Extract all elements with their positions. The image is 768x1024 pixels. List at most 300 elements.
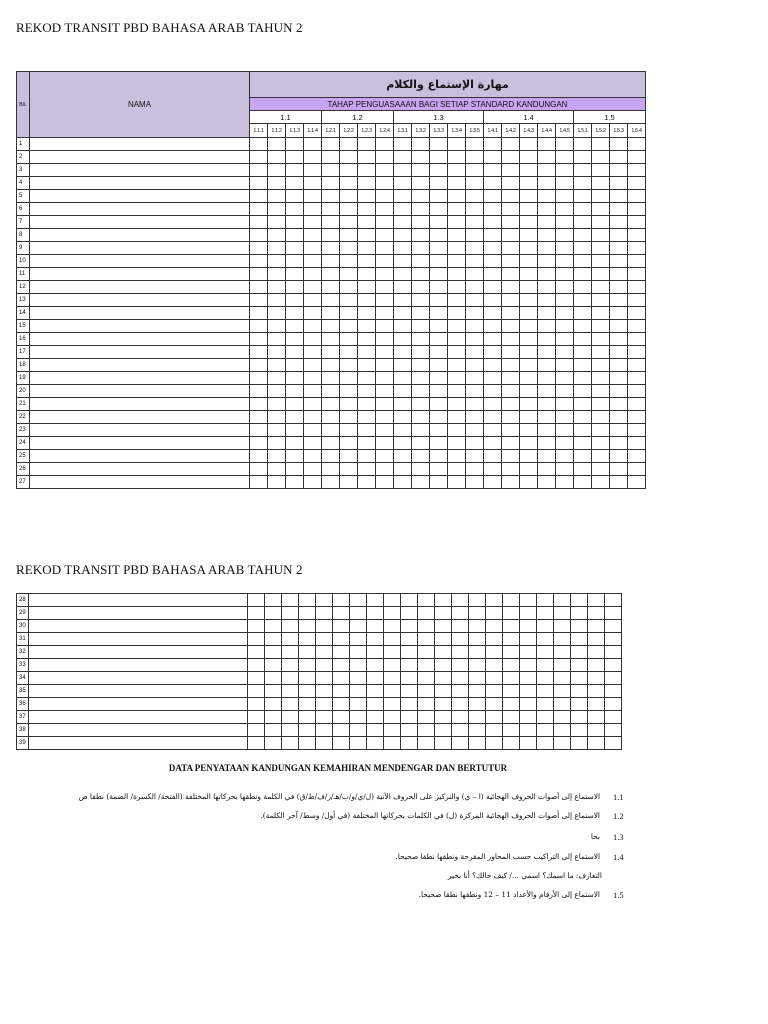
mastery-level-cell[interactable] [250,450,268,463]
mastery-level-cell[interactable] [282,698,299,711]
mastery-level-cell[interactable] [358,294,376,307]
mastery-level-cell[interactable] [282,685,299,698]
mastery-level-cell[interactable] [448,268,466,281]
mastery-level-cell[interactable] [250,398,268,411]
mastery-level-cell[interactable] [628,385,646,398]
mastery-level-cell[interactable] [268,372,286,385]
mastery-level-cell[interactable] [376,294,394,307]
mastery-level-cell[interactable] [605,633,622,646]
mastery-level-cell[interactable] [520,476,538,489]
mastery-level-cell[interactable] [452,737,469,750]
mastery-level-cell[interactable] [412,424,430,437]
mastery-level-cell[interactable] [469,620,486,633]
mastery-level-cell[interactable] [286,359,304,372]
mastery-level-cell[interactable] [574,242,592,255]
mastery-level-cell[interactable] [322,229,340,242]
mastery-level-cell[interactable] [430,229,448,242]
student-name-cell[interactable] [30,463,250,476]
mastery-level-cell[interactable] [484,177,502,190]
mastery-level-cell[interactable] [448,346,466,359]
mastery-level-cell[interactable] [520,698,537,711]
mastery-level-cell[interactable] [340,177,358,190]
mastery-level-cell[interactable] [333,646,350,659]
mastery-level-cell[interactable] [430,346,448,359]
mastery-level-cell[interactable] [469,737,486,750]
mastery-level-cell[interactable] [412,385,430,398]
mastery-level-cell[interactable] [367,711,384,724]
mastery-level-cell[interactable] [520,216,538,229]
mastery-level-cell[interactable] [520,672,537,685]
mastery-level-cell[interactable] [358,190,376,203]
mastery-level-cell[interactable] [486,594,503,607]
mastery-level-cell[interactable] [592,437,610,450]
mastery-level-cell[interactable] [394,242,412,255]
mastery-level-cell[interactable] [430,307,448,320]
mastery-level-cell[interactable] [502,255,520,268]
mastery-level-cell[interactable] [554,685,571,698]
mastery-level-cell[interactable] [469,724,486,737]
mastery-level-cell[interactable] [592,424,610,437]
mastery-level-cell[interactable] [322,151,340,164]
mastery-level-cell[interactable] [316,607,333,620]
mastery-level-cell[interactable] [350,698,367,711]
mastery-level-cell[interactable] [554,646,571,659]
mastery-level-cell[interactable] [520,320,538,333]
mastery-level-cell[interactable] [520,711,537,724]
mastery-level-cell[interactable] [268,281,286,294]
mastery-level-cell[interactable] [588,607,605,620]
mastery-level-cell[interactable] [282,594,299,607]
mastery-level-cell[interactable] [520,685,537,698]
mastery-level-cell[interactable] [340,268,358,281]
mastery-level-cell[interactable] [610,177,628,190]
mastery-level-cell[interactable] [286,151,304,164]
mastery-level-cell[interactable] [340,372,358,385]
mastery-level-cell[interactable] [538,450,556,463]
mastery-level-cell[interactable] [448,255,466,268]
mastery-level-cell[interactable] [394,450,412,463]
mastery-level-cell[interactable] [316,594,333,607]
mastery-level-cell[interactable] [376,229,394,242]
mastery-level-cell[interactable] [430,294,448,307]
mastery-level-cell[interactable] [367,620,384,633]
mastery-level-cell[interactable] [268,229,286,242]
mastery-level-cell[interactable] [384,672,401,685]
mastery-level-cell[interactable] [322,216,340,229]
student-name-cell[interactable] [30,398,250,411]
mastery-level-cell[interactable] [358,281,376,294]
mastery-level-cell[interactable] [605,711,622,724]
mastery-level-cell[interactable] [556,216,574,229]
mastery-level-cell[interactable] [574,333,592,346]
mastery-level-cell[interactable] [430,216,448,229]
mastery-level-cell[interactable] [556,229,574,242]
mastery-level-cell[interactable] [448,463,466,476]
mastery-level-cell[interactable] [520,229,538,242]
mastery-level-cell[interactable] [268,359,286,372]
mastery-level-cell[interactable] [452,620,469,633]
mastery-level-cell[interactable] [304,450,322,463]
mastery-level-cell[interactable] [448,242,466,255]
mastery-level-cell[interactable] [538,398,556,411]
mastery-level-cell[interactable] [502,216,520,229]
mastery-level-cell[interactable] [265,594,282,607]
mastery-level-cell[interactable] [628,346,646,359]
mastery-level-cell[interactable] [282,724,299,737]
mastery-level-cell[interactable] [448,411,466,424]
mastery-level-cell[interactable] [486,646,503,659]
mastery-level-cell[interactable] [340,281,358,294]
mastery-level-cell[interactable] [418,659,435,672]
mastery-level-cell[interactable] [340,138,358,151]
mastery-level-cell[interactable] [466,359,484,372]
mastery-level-cell[interactable] [350,633,367,646]
mastery-level-cell[interactable] [610,463,628,476]
mastery-level-cell[interactable] [610,476,628,489]
mastery-level-cell[interactable] [394,411,412,424]
mastery-level-cell[interactable] [268,203,286,216]
mastery-level-cell[interactable] [384,594,401,607]
mastery-level-cell[interactable] [466,229,484,242]
mastery-level-cell[interactable] [469,646,486,659]
mastery-level-cell[interactable] [538,476,556,489]
mastery-level-cell[interactable] [571,607,588,620]
mastery-level-cell[interactable] [250,476,268,489]
mastery-level-cell[interactable] [574,476,592,489]
mastery-level-cell[interactable] [592,151,610,164]
mastery-level-cell[interactable] [448,164,466,177]
mastery-level-cell[interactable] [322,424,340,437]
mastery-level-cell[interactable] [376,450,394,463]
mastery-level-cell[interactable] [484,216,502,229]
mastery-level-cell[interactable] [340,255,358,268]
mastery-level-cell[interactable] [299,594,316,607]
mastery-level-cell[interactable] [304,346,322,359]
student-name-cell[interactable] [29,724,248,737]
student-name-cell[interactable] [29,737,248,750]
mastery-level-cell[interactable] [628,216,646,229]
mastery-level-cell[interactable] [401,607,418,620]
mastery-level-cell[interactable] [412,476,430,489]
mastery-level-cell[interactable] [520,255,538,268]
mastery-level-cell[interactable] [394,476,412,489]
mastery-level-cell[interactable] [340,320,358,333]
mastery-level-cell[interactable] [571,685,588,698]
mastery-level-cell[interactable] [520,372,538,385]
mastery-level-cell[interactable] [452,659,469,672]
mastery-level-cell[interactable] [412,411,430,424]
mastery-level-cell[interactable] [265,737,282,750]
mastery-level-cell[interactable] [250,437,268,450]
mastery-level-cell[interactable] [537,620,554,633]
mastery-level-cell[interactable] [316,633,333,646]
mastery-level-cell[interactable] [322,307,340,320]
mastery-level-cell[interactable] [556,372,574,385]
mastery-level-cell[interactable] [367,607,384,620]
mastery-level-cell[interactable] [333,711,350,724]
mastery-level-cell[interactable] [571,646,588,659]
mastery-level-cell[interactable] [358,242,376,255]
mastery-level-cell[interactable] [340,164,358,177]
mastery-level-cell[interactable] [304,164,322,177]
mastery-level-cell[interactable] [628,229,646,242]
mastery-level-cell[interactable] [605,607,622,620]
mastery-level-cell[interactable] [466,203,484,216]
mastery-level-cell[interactable] [610,203,628,216]
mastery-level-cell[interactable] [268,242,286,255]
mastery-level-cell[interactable] [394,177,412,190]
mastery-level-cell[interactable] [628,437,646,450]
mastery-level-cell[interactable] [588,711,605,724]
mastery-level-cell[interactable] [574,398,592,411]
mastery-level-cell[interactable] [484,437,502,450]
mastery-level-cell[interactable] [592,164,610,177]
mastery-level-cell[interactable] [401,594,418,607]
mastery-level-cell[interactable] [628,138,646,151]
mastery-level-cell[interactable] [394,268,412,281]
mastery-level-cell[interactable] [282,607,299,620]
mastery-level-cell[interactable] [376,216,394,229]
mastery-level-cell[interactable] [268,385,286,398]
mastery-level-cell[interactable] [538,424,556,437]
mastery-level-cell[interactable] [250,216,268,229]
mastery-level-cell[interactable] [316,672,333,685]
mastery-level-cell[interactable] [286,138,304,151]
mastery-level-cell[interactable] [250,424,268,437]
mastery-level-cell[interactable] [448,450,466,463]
mastery-level-cell[interactable] [520,359,538,372]
mastery-level-cell[interactable] [367,659,384,672]
mastery-level-cell[interactable] [538,320,556,333]
mastery-level-cell[interactable] [322,411,340,424]
mastery-level-cell[interactable] [556,294,574,307]
mastery-level-cell[interactable] [520,307,538,320]
mastery-level-cell[interactable] [571,711,588,724]
mastery-level-cell[interactable] [282,620,299,633]
mastery-level-cell[interactable] [605,620,622,633]
mastery-level-cell[interactable] [340,398,358,411]
mastery-level-cell[interactable] [435,633,452,646]
mastery-level-cell[interactable] [466,151,484,164]
mastery-level-cell[interactable] [588,659,605,672]
student-name-cell[interactable] [30,476,250,489]
mastery-level-cell[interactable] [484,450,502,463]
mastery-level-cell[interactable] [376,372,394,385]
mastery-level-cell[interactable] [448,281,466,294]
mastery-level-cell[interactable] [333,698,350,711]
mastery-level-cell[interactable] [592,476,610,489]
mastery-level-cell[interactable] [384,698,401,711]
mastery-level-cell[interactable] [316,646,333,659]
mastery-level-cell[interactable] [304,151,322,164]
mastery-level-cell[interactable] [592,398,610,411]
mastery-level-cell[interactable] [248,724,265,737]
mastery-level-cell[interactable] [502,359,520,372]
mastery-level-cell[interactable] [628,177,646,190]
mastery-level-cell[interactable] [412,333,430,346]
mastery-level-cell[interactable] [592,463,610,476]
mastery-level-cell[interactable] [538,177,556,190]
mastery-level-cell[interactable] [554,711,571,724]
mastery-level-cell[interactable] [538,164,556,177]
mastery-level-cell[interactable] [358,164,376,177]
mastery-level-cell[interactable] [376,281,394,294]
mastery-level-cell[interactable] [628,255,646,268]
mastery-level-cell[interactable] [610,320,628,333]
mastery-level-cell[interactable] [435,620,452,633]
mastery-level-cell[interactable] [265,646,282,659]
mastery-level-cell[interactable] [502,138,520,151]
mastery-level-cell[interactable] [486,607,503,620]
mastery-level-cell[interactable] [430,372,448,385]
mastery-level-cell[interactable] [358,450,376,463]
mastery-level-cell[interactable] [268,177,286,190]
mastery-level-cell[interactable] [340,359,358,372]
mastery-level-cell[interactable] [592,320,610,333]
mastery-level-cell[interactable] [394,372,412,385]
mastery-level-cell[interactable] [484,242,502,255]
mastery-level-cell[interactable] [571,620,588,633]
mastery-level-cell[interactable] [452,672,469,685]
mastery-level-cell[interactable] [286,268,304,281]
mastery-level-cell[interactable] [250,385,268,398]
student-name-cell[interactable] [29,711,248,724]
mastery-level-cell[interactable] [556,164,574,177]
mastery-level-cell[interactable] [448,190,466,203]
mastery-level-cell[interactable] [376,164,394,177]
mastery-level-cell[interactable] [286,385,304,398]
mastery-level-cell[interactable] [394,385,412,398]
mastery-level-cell[interactable] [350,607,367,620]
mastery-level-cell[interactable] [520,450,538,463]
mastery-level-cell[interactable] [486,672,503,685]
mastery-level-cell[interactable] [448,151,466,164]
mastery-level-cell[interactable] [430,242,448,255]
mastery-level-cell[interactable] [394,281,412,294]
mastery-level-cell[interactable] [384,646,401,659]
mastery-level-cell[interactable] [340,216,358,229]
mastery-level-cell[interactable] [592,190,610,203]
mastery-level-cell[interactable] [412,255,430,268]
mastery-level-cell[interactable] [466,268,484,281]
mastery-level-cell[interactable] [358,203,376,216]
mastery-level-cell[interactable] [299,659,316,672]
mastery-level-cell[interactable] [435,594,452,607]
mastery-level-cell[interactable] [268,346,286,359]
mastery-level-cell[interactable] [430,151,448,164]
mastery-level-cell[interactable] [401,698,418,711]
student-name-cell[interactable] [29,685,248,698]
student-name-cell[interactable] [30,359,250,372]
mastery-level-cell[interactable] [469,659,486,672]
mastery-level-cell[interactable] [538,268,556,281]
mastery-level-cell[interactable] [574,385,592,398]
mastery-level-cell[interactable] [556,450,574,463]
mastery-level-cell[interactable] [520,646,537,659]
mastery-level-cell[interactable] [394,151,412,164]
mastery-level-cell[interactable] [358,255,376,268]
mastery-level-cell[interactable] [452,594,469,607]
mastery-level-cell[interactable] [556,281,574,294]
mastery-level-cell[interactable] [592,177,610,190]
mastery-level-cell[interactable] [452,607,469,620]
mastery-level-cell[interactable] [401,659,418,672]
mastery-level-cell[interactable] [286,437,304,450]
mastery-level-cell[interactable] [394,346,412,359]
mastery-level-cell[interactable] [282,737,299,750]
mastery-level-cell[interactable] [286,346,304,359]
mastery-level-cell[interactable] [435,724,452,737]
mastery-level-cell[interactable] [358,268,376,281]
mastery-level-cell[interactable] [556,242,574,255]
mastery-level-cell[interactable] [358,307,376,320]
mastery-level-cell[interactable] [340,424,358,437]
mastery-level-cell[interactable] [610,242,628,255]
student-name-cell[interactable] [30,138,250,151]
mastery-level-cell[interactable] [537,646,554,659]
mastery-level-cell[interactable] [340,242,358,255]
mastery-level-cell[interactable] [394,398,412,411]
mastery-level-cell[interactable] [286,320,304,333]
mastery-level-cell[interactable] [538,255,556,268]
mastery-level-cell[interactable] [592,450,610,463]
mastery-level-cell[interactable] [537,711,554,724]
mastery-level-cell[interactable] [250,177,268,190]
mastery-level-cell[interactable] [286,255,304,268]
mastery-level-cell[interactable] [538,190,556,203]
mastery-level-cell[interactable] [538,333,556,346]
mastery-level-cell[interactable] [299,685,316,698]
mastery-level-cell[interactable] [520,737,537,750]
mastery-level-cell[interactable] [520,281,538,294]
mastery-level-cell[interactable] [250,333,268,346]
mastery-level-cell[interactable] [376,424,394,437]
mastery-level-cell[interactable] [376,359,394,372]
mastery-level-cell[interactable] [418,737,435,750]
mastery-level-cell[interactable] [502,203,520,216]
mastery-level-cell[interactable] [574,151,592,164]
mastery-level-cell[interactable] [538,281,556,294]
mastery-level-cell[interactable] [304,333,322,346]
mastery-level-cell[interactable] [384,607,401,620]
mastery-level-cell[interactable] [448,216,466,229]
mastery-level-cell[interactable] [316,724,333,737]
mastery-level-cell[interactable] [340,151,358,164]
mastery-level-cell[interactable] [430,476,448,489]
mastery-level-cell[interactable] [376,203,394,216]
mastery-level-cell[interactable] [286,229,304,242]
mastery-level-cell[interactable] [628,333,646,346]
mastery-level-cell[interactable] [286,177,304,190]
mastery-level-cell[interactable] [556,346,574,359]
mastery-level-cell[interactable] [394,437,412,450]
mastery-level-cell[interactable] [322,346,340,359]
mastery-level-cell[interactable] [452,646,469,659]
mastery-level-cell[interactable] [358,177,376,190]
mastery-level-cell[interactable] [520,177,538,190]
mastery-level-cell[interactable] [340,476,358,489]
mastery-level-cell[interactable] [610,216,628,229]
mastery-level-cell[interactable] [484,138,502,151]
mastery-level-cell[interactable] [574,281,592,294]
mastery-level-cell[interactable] [592,385,610,398]
mastery-level-cell[interactable] [448,333,466,346]
mastery-level-cell[interactable] [384,724,401,737]
mastery-level-cell[interactable] [250,294,268,307]
mastery-level-cell[interactable] [376,437,394,450]
mastery-level-cell[interactable] [384,633,401,646]
mastery-level-cell[interactable] [556,307,574,320]
